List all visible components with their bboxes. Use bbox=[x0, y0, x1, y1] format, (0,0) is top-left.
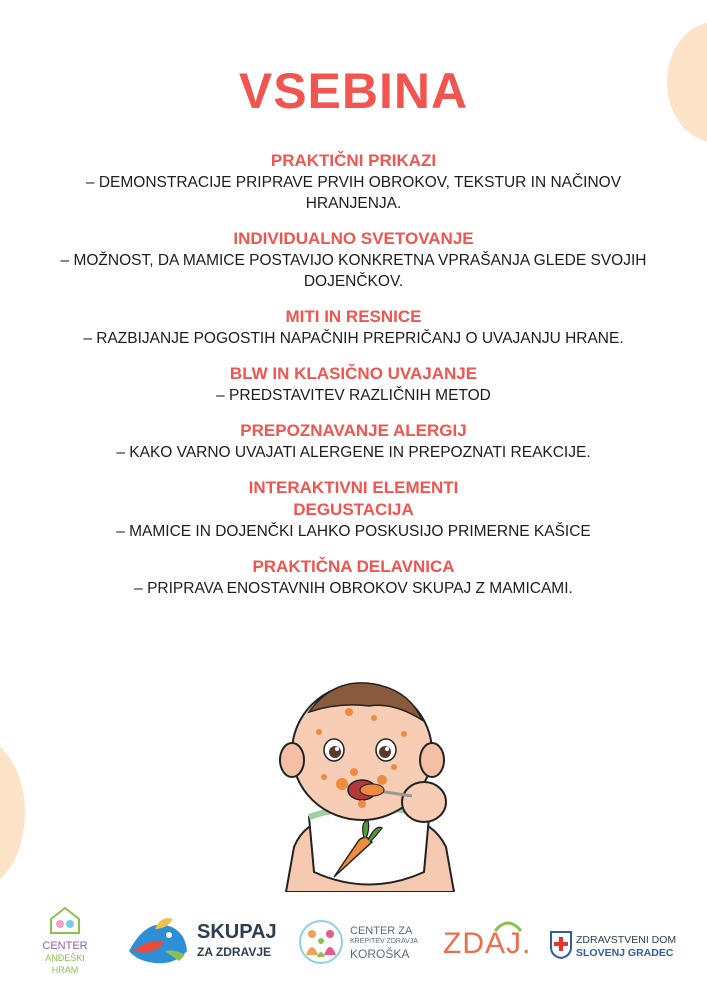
content-sections bbox=[60, 150, 647, 613]
section-desc: – MOŽNOST, DA MAMICE POSTAVIJO KONKRETNA VPRAŠANJA GLEDE SVOJIH DOJENČKOV. bbox=[60, 252, 647, 290]
section-title: PREPOZNAVANJE ALERGIJ bbox=[240, 421, 467, 440]
section-delavnica bbox=[60, 556, 647, 599]
page-title: VSEBINA bbox=[238, 63, 469, 119]
logo-skupaj-line2: ZA ZDRAVJE bbox=[197, 945, 272, 959]
logo-skupaj-za-zdravje bbox=[125, 905, 275, 975]
logo-czkz-line2: KREPITEV ZDRAVJA bbox=[350, 938, 418, 945]
section-individualno-svetovanje bbox=[60, 228, 647, 292]
cross-shield-icon bbox=[550, 931, 572, 959]
section-desc: – KAKO VARNO UVAJATI ALERGENE IN PREPOZNATI REAKCIJE. bbox=[116, 444, 591, 461]
section-blw bbox=[60, 363, 647, 406]
section-title: INTERAKTIVNI ELEMENTI bbox=[248, 478, 459, 497]
baby-eating-illustration bbox=[264, 672, 474, 892]
section-prakticni-prikazi bbox=[60, 150, 647, 214]
section-title: BLW IN KLASIČNO UVAJANJE bbox=[229, 364, 478, 383]
logo-czkz-line3: KOROŠKA bbox=[350, 947, 410, 961]
logo-angeski-line1: CENTER bbox=[42, 940, 88, 952]
decor-blob-left bbox=[0, 738, 25, 888]
section-miti-in-resnice bbox=[60, 306, 647, 349]
house-icon bbox=[47, 905, 83, 935]
logo-angeski-hram bbox=[35, 905, 95, 975]
section-desc: – RAZBIJANJE POGOSTIH NAPAČNIH PREPRIČANJ O UVAJANJU HRANE. bbox=[83, 330, 624, 347]
section-alergije bbox=[60, 420, 647, 463]
logo-zd-line1: ZDRAVSTVENI DOM bbox=[576, 934, 677, 946]
section-title: PRAKTIČNA DELAVNICA bbox=[252, 557, 455, 576]
logo-zdaj bbox=[443, 905, 533, 975]
section-title: INDIVIDUALNO SVETOVANJE bbox=[233, 229, 474, 248]
arc-icon bbox=[493, 919, 523, 933]
section-desc: – PRIPRAVA ENOSTAVNIH OBROKOV SKUPAJ Z MAMICAMI. bbox=[134, 580, 573, 597]
logo-czkz-koroska bbox=[298, 905, 423, 975]
logo-czkz-line1: CENTER ZA bbox=[350, 925, 413, 937]
section-subtitle: DEGUSTACIJA bbox=[293, 500, 414, 519]
section-desc: – MAMICE IN DOJENČKI LAHKO POSKUSIJO PRIMERNE KAŠICE bbox=[116, 523, 591, 540]
section-title: PRAKTIČNI PRIKAZI bbox=[270, 151, 437, 170]
logo-angeski-line2: ANĐEŠKI HRAM bbox=[45, 953, 85, 975]
section-desc: – DEMONSTRACIJE PRIPRAVE PRVIH OBROKOV, TEKSTUR IN NAČINOV HRANJENJA. bbox=[85, 174, 622, 212]
toucan-icon bbox=[125, 911, 193, 969]
family-icon bbox=[298, 919, 344, 965]
section-title: MITI IN RESNICE bbox=[285, 307, 422, 326]
sponsor-logos bbox=[0, 905, 707, 975]
section-desc: – PREDSTAVITEV RAZLIČNIH METOD bbox=[216, 387, 491, 404]
section-interaktivni bbox=[60, 477, 647, 542]
logo-zdaj-text: ZDAJ. bbox=[443, 927, 532, 960]
logo-zd-slovenj-gradec bbox=[550, 905, 690, 975]
logo-zd-line2: SLOVENJ GRADEC bbox=[576, 947, 674, 959]
logo-skupaj-line1: SKUPAJ bbox=[197, 921, 277, 943]
